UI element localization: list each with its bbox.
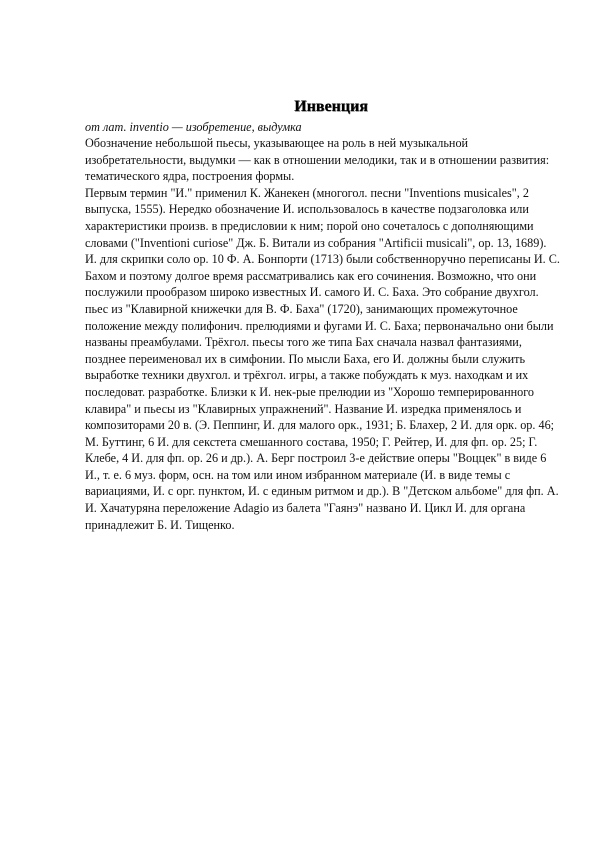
paragraph-definition: Обозначение небольшой пьесы, указывающее на роль в ней музыкальной изобретательности, выдумки — как в отношении мелодики, так и в отношении развития: тематического ядра, построения формы. bbox=[85, 136, 550, 184]
document-subtitle: от лат. inventio — изобретение, выдумка bbox=[85, 120, 302, 134]
document-body bbox=[85, 98, 560, 533]
document-title: Инвенция bbox=[294, 98, 368, 115]
paragraph-history: Первым термин "И." применил К. Жанекен (многогол. песни "Inventions musicales", 2 выпуска, 1555). Нередко обозначение И. использовалось в качестве подзаголовка или характеристики произв. в предисловии к ним; порой оно сочеталось с дополняющими словами ("Inventioni curiose" Дж. Б. Витали из собрания "Artificii musicali", op. 13, 1689). И. для скрипки соло ор. 10 Ф. А. Бонпорти (1713) были собственноручно переписаны И. С. Бахом и поэтому долгое время рассматривались как его сочинения. Возможно, что они послужили прообразом широко известных И. самого И. С. Баха. Это собрание двухгол. пьес из "Клавирной книжечки для В. Ф. Баха" (1720), занимающих промежуточное положение между полифонич. прелюдиями и фугами И. С. Баха; первоначально они были названы преамбулами. Трёхгол. пьесы того же типа Бах сначала назвал фантазиями, позднее переименовал их в симфонии. По мысли Баха, его И. должны были служить выработке техники двухгол. и трёхгол. игры, а также побуждать к муз. находкам и их последоват. разработке. Близки к И. нек-рые прелюдии из "Хорошо темперированного клавира" и пьесы из "Клавирных упражнений". Название И. изредка применялось и композиторами 20 в. (Э. Пеппинг, И. для малого орк., 1931; Б. Блахер, 2 И. для орк. op. 46; М. Буттинг, 6 И. для секстета смешанного состава, 1950; Г. Рейтер, И. для фп. op. 25; Г. Клебе, 4 И. для фп. op. 26 и др.). А. Берг построил 3-е действие оперы "Воццек" в виде 6 И., т. е. 6 муз. форм, осн. на том или ином избранном материале (И. в виде темы с вариациями, И. с орг. пунктом, И. с единым ритмом и др.). В "Детском альбоме" для фп. А. И. Хачатуряна переложение Adagio из балета "Гаянэ" названо И. Цикл И. для органа принадлежит Б. И. Тищенко. bbox=[85, 185, 560, 532]
